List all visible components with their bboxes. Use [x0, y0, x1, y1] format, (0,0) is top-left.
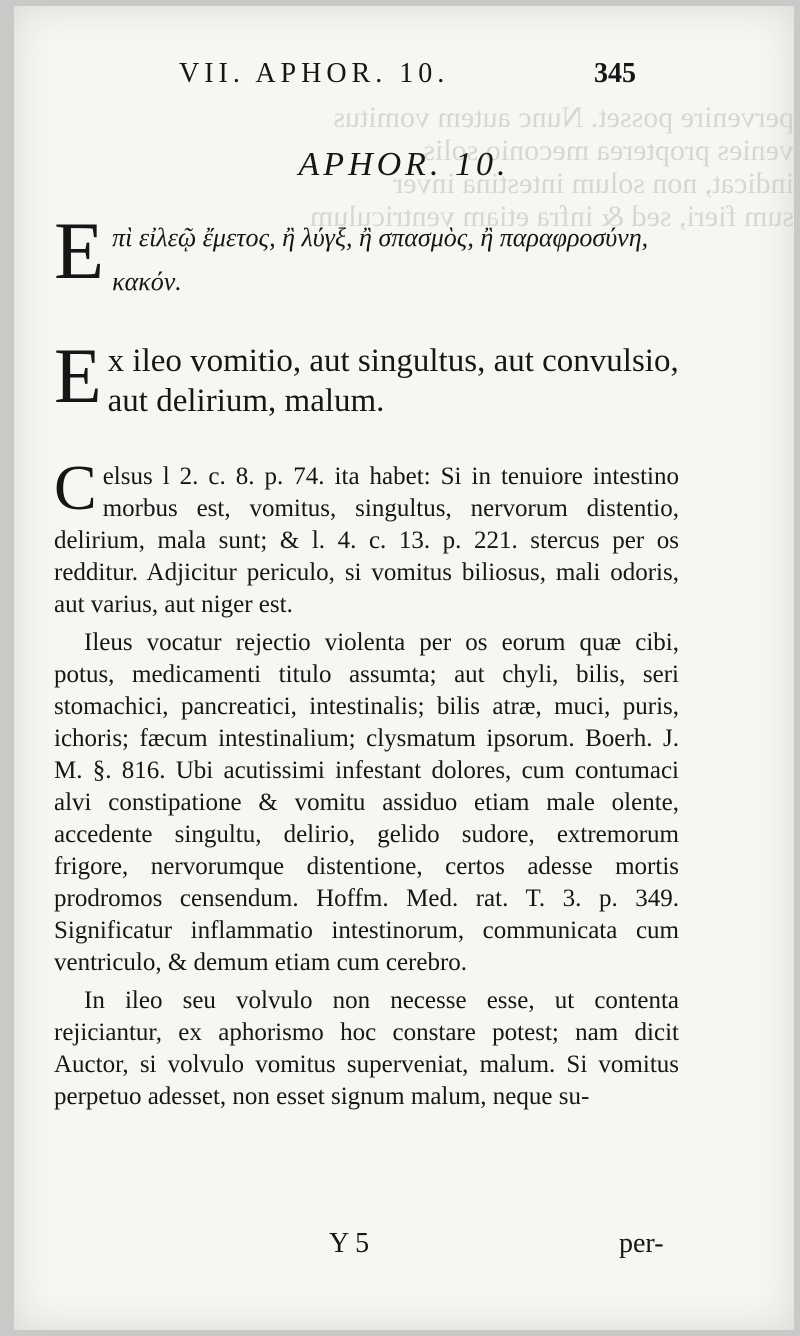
latin-aphorism-text: x ileo vomitio, aut singultus, aut convulsio, aut delirium, malum. [107, 343, 679, 419]
latin-aphorism [54, 332, 684, 421]
commentary-paragraph-2: Ileus vocatur rejectio violenta per os eorum quæ cibi, potus, medicamenti titulo assumta; aut chyli, bilis, seri stomachici, pancreatici, intestinalis; bilis atræ, muci, puris, ichoris; fæcum intestinalium; clysmatum ipsorum. Boerh. J. M. §. 816. Ubi acutissimi infestant dolores, cum contumaci alvi constipatione & vomitu assiduo etiam male olente, accedente singultu, delirio, gelido sudore, extremorum frigore, nervorumque distentione, certos adesse mortis prodromos censendum. Hoffm. Med. rat. T. 3. p. 349. Significatur inflammatio intestinorum, communicata cum ventriculo, & demum etiam cum cerebro. [54, 629, 679, 976]
latin-drop-initial: E [54, 332, 102, 419]
paragraph-text: elsus l 2. c. 8. p. 74. ita habet: Si in tenuiore intestino morbus est, vomitus, singultus, nervorum distentio, delirium, mala sunt; & l. 4. c. 13. p. 221. stercus per os redditur. Adjicitur periculo, si vomitus biliosus, mali odoris, aut varius, aut niger est. [54, 463, 679, 618]
greek-aphorism-text: πὶ εἰλεῷ ἔμετος, ἢ λύγξ, ἢ σπασμὸς, ἢ παραφροσύνη, κακόν. [112, 223, 649, 296]
aphorism-heading: APHOR. 10. [298, 146, 510, 183]
greek-aphorism [54, 205, 684, 304]
signature-mark: Y 5 [329, 1228, 370, 1259]
page-number: 345 [594, 58, 636, 89]
book-page [14, 6, 794, 1330]
commentary-paragraph-1 [54, 452, 679, 621]
bleed-through-text: pervenire posset. Nunc autem vomitus venies propterea meconio solis indicat, non solum intestina inver sum fieri, sed & infra etiam ventriculum [309, 101, 794, 233]
running-head [14, 58, 794, 98]
catchword: per- [619, 1228, 664, 1259]
running-head-title: VII. APHOR. 10. [179, 58, 450, 89]
greek-drop-initial: E [54, 205, 105, 296]
commentary [54, 452, 679, 1119]
paragraph-drop-initial: C [54, 452, 97, 523]
commentary-paragraph-3: In ileo seu volvulo non necesse esse, ut contenta rejiciantur, ex aphorismo hoc constare potest; nam dicit Auctor, si volvulo vomitus superveniat, malum. Si vomitus perpetuo adesset, non esset signum malum, neque su- [54, 987, 679, 1110]
